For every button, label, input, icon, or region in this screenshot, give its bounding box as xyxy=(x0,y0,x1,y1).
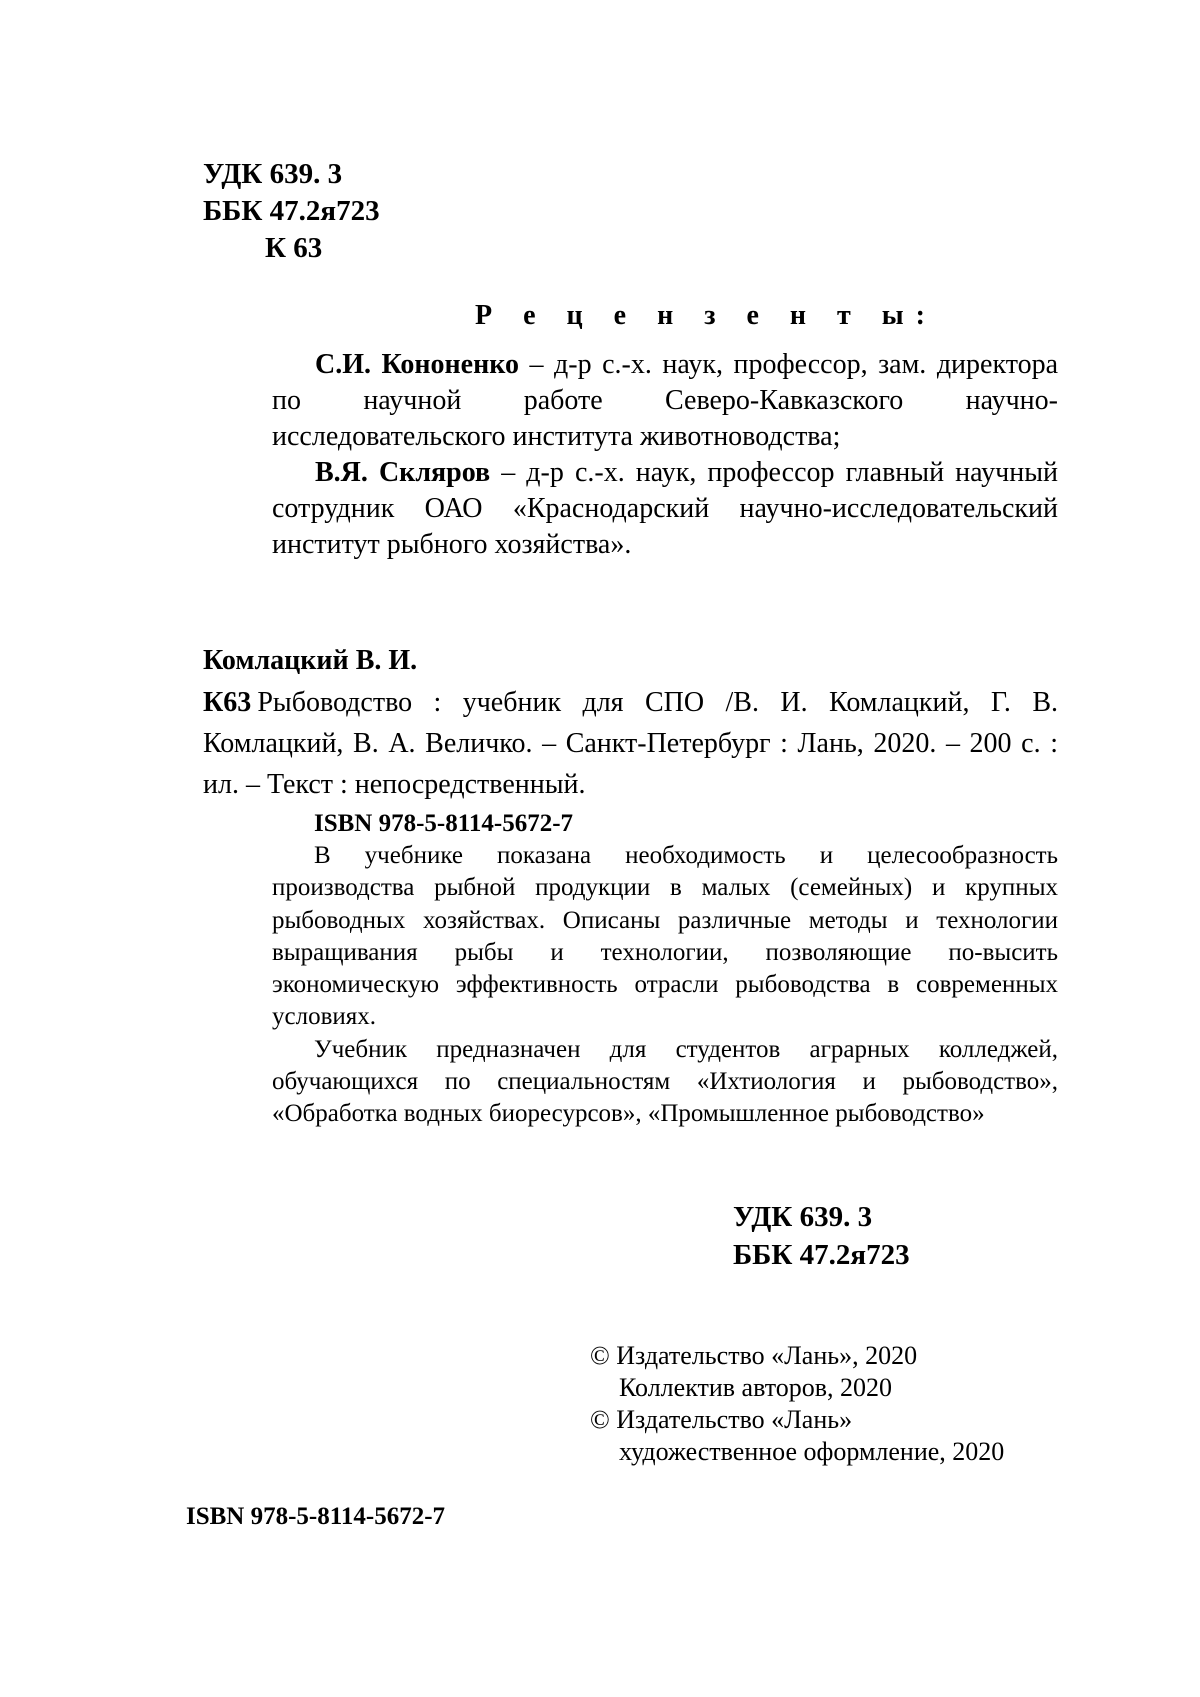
reviewer-entry xyxy=(272,347,1058,455)
abstract-paragraph: Учебник предназначен для студентов аграрных колледжей, обучающихся по специальностям «Ихтиология и рыбоводство», «Обработка водных биоресурсов», «Промышленное рыбоводство» xyxy=(272,1035,1058,1128)
classification-bottom xyxy=(733,1198,910,1274)
reviewers-heading: Р е ц е н з е н т ы: xyxy=(475,300,937,331)
copyright-block xyxy=(590,1340,1004,1468)
author-heading: Комлацкий В. И. xyxy=(203,645,418,676)
isbn-bottom: ISBN 978-5-8114-5672-7 xyxy=(186,1503,446,1530)
copyright-line: художественное оформление, 2020 xyxy=(619,1437,1005,1466)
abstract xyxy=(272,840,1058,1131)
reviewer-name: В.Я. Скляров xyxy=(315,457,491,488)
copyright-line: © Издательство «Лань», 2020 xyxy=(590,1341,918,1370)
copyright-line: © Издательство «Лань» xyxy=(590,1405,853,1434)
author-code: К63 xyxy=(203,687,252,718)
bbk-code: ББК 47.2я723 xyxy=(203,195,380,227)
udk-code: УДК 639. 3 xyxy=(203,158,343,190)
reviewer-description: – д-р с.-х. наук, профессор главный научный сотрудник ОАО «Краснодарский научно-исследовательский институт рыбного хозяйства». xyxy=(272,457,1058,560)
classification-top xyxy=(203,156,380,267)
reviewer-name: С.И. Кононенко xyxy=(315,349,520,380)
copyright-line: Коллектив авторов, 2020 xyxy=(619,1373,892,1402)
udk-code: УДК 639. 3 xyxy=(733,1201,873,1233)
reviewers-list xyxy=(272,347,1058,563)
abstract-paragraph: В учебнике показана необходимость и целесообразность производства рыбной продукции в малых (семейных) и крупных рыбоводных хозяйствах. Описаны различные методы и технологии выращивания рыбы и технологии, позволяющие по-высить экономическую эффективность отрасли рыбоводства в современных условиях. xyxy=(272,842,1058,1031)
bibliographic-entry xyxy=(203,682,1058,805)
reviewer-description: – д-р с.-х. наук, профессор, зам. директора по научной работе Северо-Кавказского научно- исследовательского института животноводства; xyxy=(272,349,1059,452)
reviewer-entry xyxy=(272,455,1058,563)
author-mark: К 63 xyxy=(265,232,323,264)
bbk-code: ББК 47.2я723 xyxy=(733,1239,910,1271)
isbn: ISBN 978-5-8114-5672-7 xyxy=(314,810,574,837)
bibliographic-text: Рыбоводство : учебник для СПО /В. И. Комлацкий, Г. В. Комлацкий, В. А. Величко. – Санкт-Петербург : Лань, 2020. – 200 с. : ил. – Текст : непосредственный. xyxy=(203,687,1058,800)
